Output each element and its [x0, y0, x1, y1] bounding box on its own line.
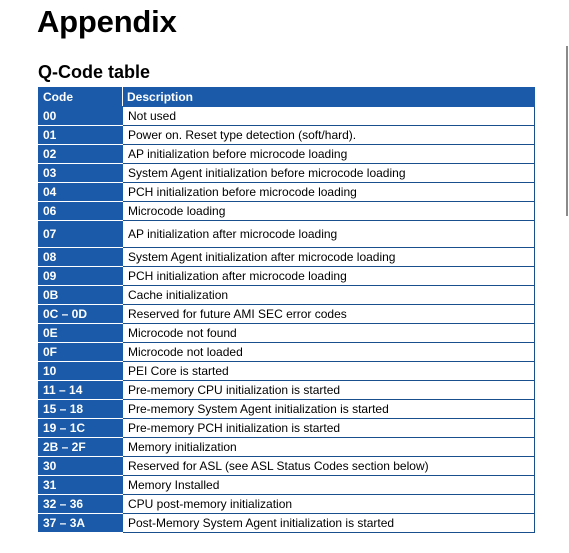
code-cell: 09 [39, 267, 123, 286]
table-row [39, 305, 535, 324]
code-cell: 32 – 36 [39, 495, 123, 514]
table-row [39, 495, 535, 514]
table-row [39, 145, 535, 164]
description-cell: Microcode not loaded [123, 343, 535, 362]
code-cell: 2B – 2F [39, 438, 123, 457]
table-row [39, 202, 535, 221]
scrollbar[interactable] [566, 46, 568, 216]
table-row [39, 286, 535, 305]
table-row [39, 514, 535, 533]
description-cell: Cache initialization [123, 286, 535, 305]
table-row [39, 164, 535, 183]
code-cell: 01 [39, 126, 123, 145]
table-row [39, 476, 535, 495]
description-cell: PCH initialization after microcode loading [123, 267, 535, 286]
description-cell: Memory Installed [123, 476, 535, 495]
section-title: Q-Code table [38, 62, 151, 82]
description-cell: Microcode loading [123, 202, 535, 221]
description-cell: PEI Core is started [123, 362, 535, 381]
table-row [39, 248, 535, 267]
code-cell: 0C – 0D [39, 305, 123, 324]
description-cell: Not used [123, 107, 535, 126]
code-cell: 15 – 18 [39, 400, 123, 419]
column-header-code: Code [39, 88, 123, 107]
table-row [39, 362, 535, 381]
description-cell: Microcode not found [123, 324, 535, 343]
page-title: Appendix [37, 4, 177, 39]
code-cell: 03 [39, 164, 123, 183]
description-cell: System Agent initialization after microcode loading [123, 248, 535, 267]
code-cell: 02 [39, 145, 123, 164]
description-cell: Power on. Reset type detection (soft/hard). [123, 126, 535, 145]
code-cell: 07 [39, 221, 123, 248]
code-cell: 19 – 1C [39, 419, 123, 438]
table-row [39, 400, 535, 419]
code-cell: 31 [39, 476, 123, 495]
description-cell: AP initialization after microcode loading [123, 221, 535, 248]
code-cell: 30 [39, 457, 123, 476]
table-header-row [39, 88, 535, 107]
table-row [39, 419, 535, 438]
table-row [39, 381, 535, 400]
code-cell: 37 – 3A [39, 514, 123, 533]
description-cell: Reserved for ASL (see ASL Status Codes section below) [123, 457, 535, 476]
description-cell: AP initialization before microcode loading [123, 145, 535, 164]
description-cell: Memory initialization [123, 438, 535, 457]
code-cell: 08 [39, 248, 123, 267]
q-code-table [38, 87, 535, 533]
table-row [39, 221, 535, 248]
code-cell: 06 [39, 202, 123, 221]
table-row [39, 457, 535, 476]
column-header-description: Description [123, 88, 535, 107]
code-cell: 0E [39, 324, 123, 343]
description-cell: Pre-memory CPU initialization is started [123, 381, 535, 400]
description-cell: Pre-memory System Agent initialization is started [123, 400, 535, 419]
code-cell: 11 – 14 [39, 381, 123, 400]
description-cell: PCH initialization before microcode loading [123, 183, 535, 202]
code-cell: 0B [39, 286, 123, 305]
description-cell: Pre-memory PCH initialization is started [123, 419, 535, 438]
table-row [39, 183, 535, 202]
description-cell: CPU post-memory initialization [123, 495, 535, 514]
description-cell: Reserved for future AMI SEC error codes [123, 305, 535, 324]
code-cell: 04 [39, 183, 123, 202]
code-cell: 10 [39, 362, 123, 381]
table-row [39, 267, 535, 286]
code-cell: 0F [39, 343, 123, 362]
description-cell: Post-Memory System Agent initialization is started [123, 514, 535, 533]
table-row [39, 107, 535, 126]
description-cell: System Agent initialization before microcode loading [123, 164, 535, 183]
table-row [39, 438, 535, 457]
code-cell: 00 [39, 107, 123, 126]
table-row [39, 324, 535, 343]
table-row [39, 126, 535, 145]
table-row [39, 343, 535, 362]
